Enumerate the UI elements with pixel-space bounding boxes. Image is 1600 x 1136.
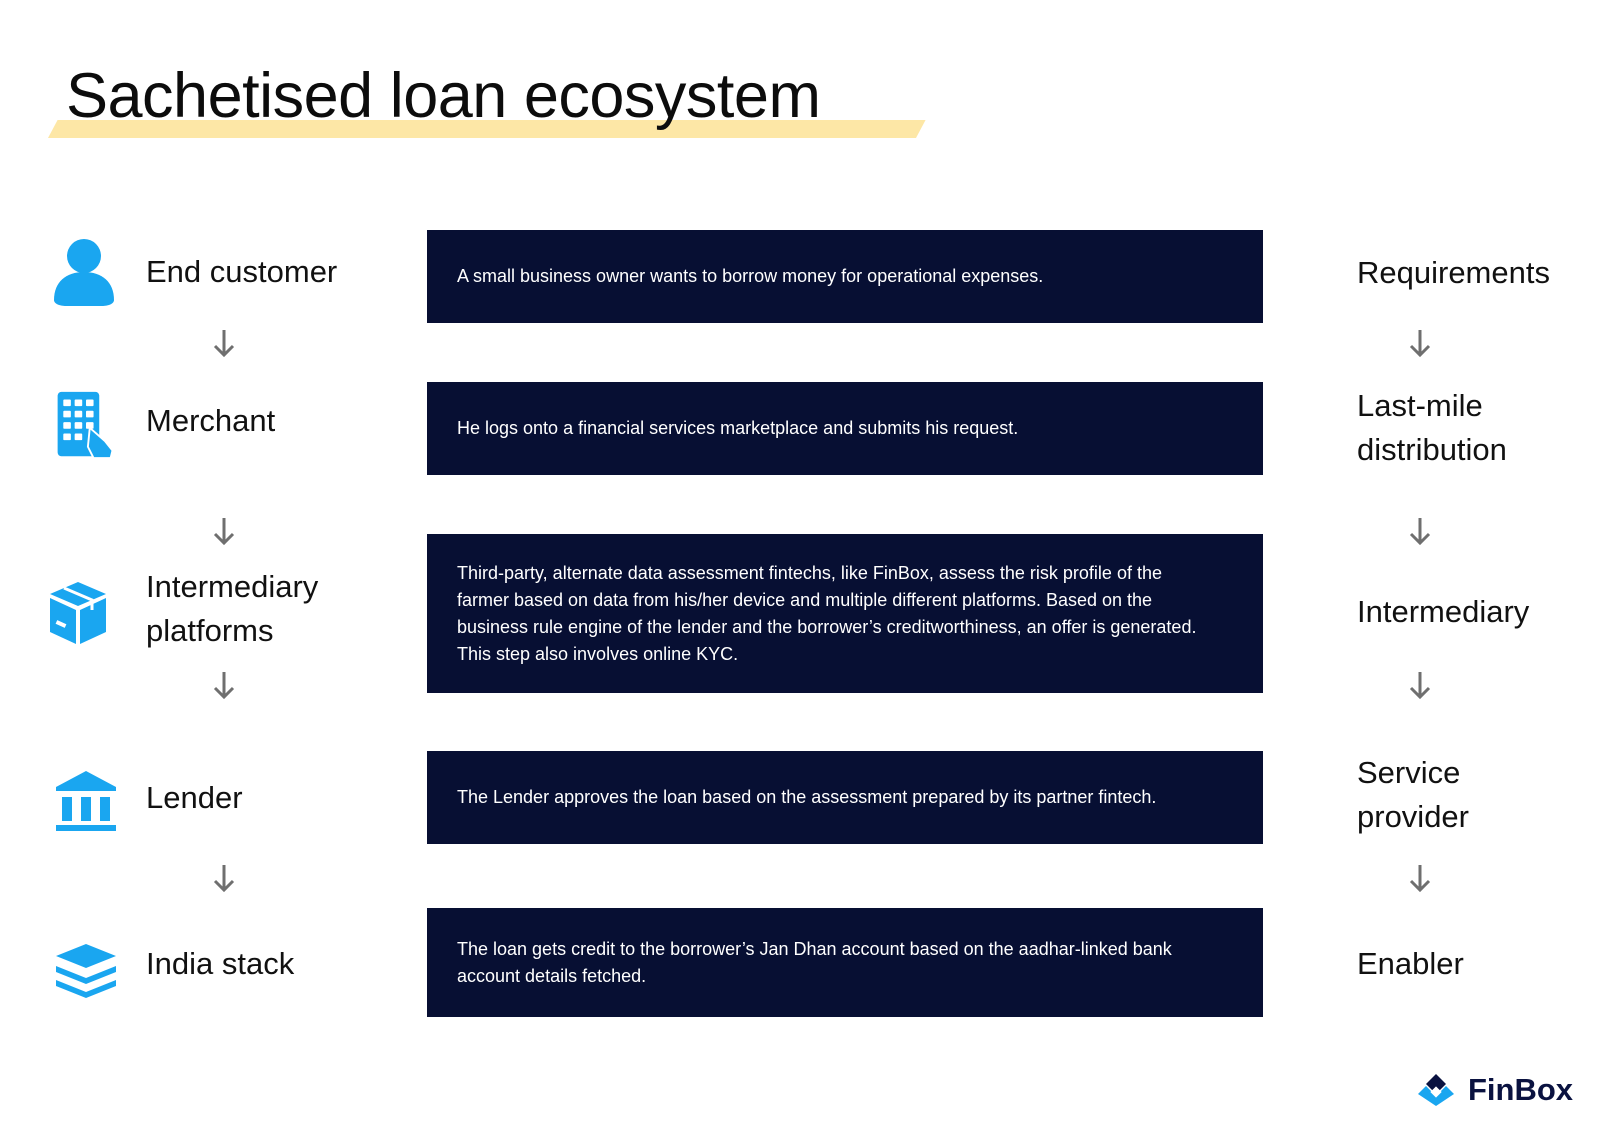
down-arrow-icon bbox=[1408, 516, 1432, 546]
right-label-line: Service bbox=[1357, 755, 1461, 790]
down-arrow-icon bbox=[1408, 863, 1432, 893]
bank-icon bbox=[54, 766, 118, 836]
left-label-lender: Lender bbox=[146, 780, 243, 815]
down-arrow-icon bbox=[212, 328, 236, 358]
step-box-5 bbox=[427, 908, 1263, 1017]
step-text: The Lender approves the loan based on the assessment prepared by its partner fintech. bbox=[457, 787, 1157, 807]
page-title: Sachetised loan ecosystem bbox=[66, 61, 821, 131]
right-label-line: Last-mile bbox=[1357, 388, 1483, 423]
right-label-service-provider bbox=[1357, 751, 1469, 839]
left-label-merchant: Merchant bbox=[146, 403, 276, 438]
stack-layers-icon bbox=[54, 935, 118, 1005]
down-arrow-icon bbox=[1408, 670, 1432, 700]
right-label-last-mile-distribution bbox=[1357, 384, 1507, 472]
step-text: A small business owner wants to borrow money for operational expenses. bbox=[457, 266, 1044, 286]
down-arrow-icon bbox=[1408, 328, 1432, 358]
step-text-line: account details fetched. bbox=[457, 965, 647, 986]
right-label-intermediary: Intermediary bbox=[1357, 594, 1530, 629]
finbox-logo-icon bbox=[1416, 1072, 1456, 1108]
step-text-line: farmer based on data from his/her device and multiple different platforms. Based on the bbox=[457, 589, 1153, 610]
right-label-line: provider bbox=[1357, 799, 1469, 834]
user-icon bbox=[52, 238, 116, 308]
step-box-2 bbox=[427, 382, 1263, 475]
finbox-logo bbox=[1416, 1070, 1596, 1110]
step-text: He logs onto a financial services marketplace and submits his request. bbox=[457, 418, 1019, 438]
step-box-3 bbox=[427, 534, 1263, 693]
step-text-line: This step also involves online KYC. bbox=[457, 643, 739, 664]
step-text bbox=[457, 936, 1172, 990]
down-arrow-icon bbox=[212, 863, 236, 893]
brand-name: FinBox bbox=[1468, 1072, 1574, 1107]
left-label-end-customer: End customer bbox=[146, 254, 338, 289]
left-label-india-stack: India stack bbox=[146, 946, 295, 981]
step-text-line: The loan gets credit to the borrower’s Jan Dhan account based on the aadhar-linked bank bbox=[457, 938, 1172, 959]
left-label-line: Intermediary bbox=[146, 569, 319, 604]
mobile-keypad-icon bbox=[54, 390, 118, 460]
right-label-enabler: Enabler bbox=[1357, 946, 1464, 981]
left-label-intermediary-platforms bbox=[146, 565, 318, 653]
right-label-requirements: Requirements bbox=[1357, 255, 1550, 290]
down-arrow-icon bbox=[212, 516, 236, 546]
step-box-1 bbox=[427, 230, 1263, 323]
down-arrow-icon bbox=[212, 670, 236, 700]
title-area bbox=[48, 60, 918, 150]
step-box-4 bbox=[427, 751, 1263, 844]
box-icon bbox=[46, 578, 110, 648]
step-text bbox=[457, 560, 1196, 668]
step-text-line: business rule engine of the lender and the borrower’s creditworthiness, an offer is generated. bbox=[457, 616, 1197, 637]
step-text-line: Third-party, alternate data assessment fintechs, like FinBox, assess the risk profile of the bbox=[457, 562, 1162, 583]
left-label-line: platforms bbox=[146, 613, 274, 648]
right-label-line: distribution bbox=[1357, 432, 1507, 467]
